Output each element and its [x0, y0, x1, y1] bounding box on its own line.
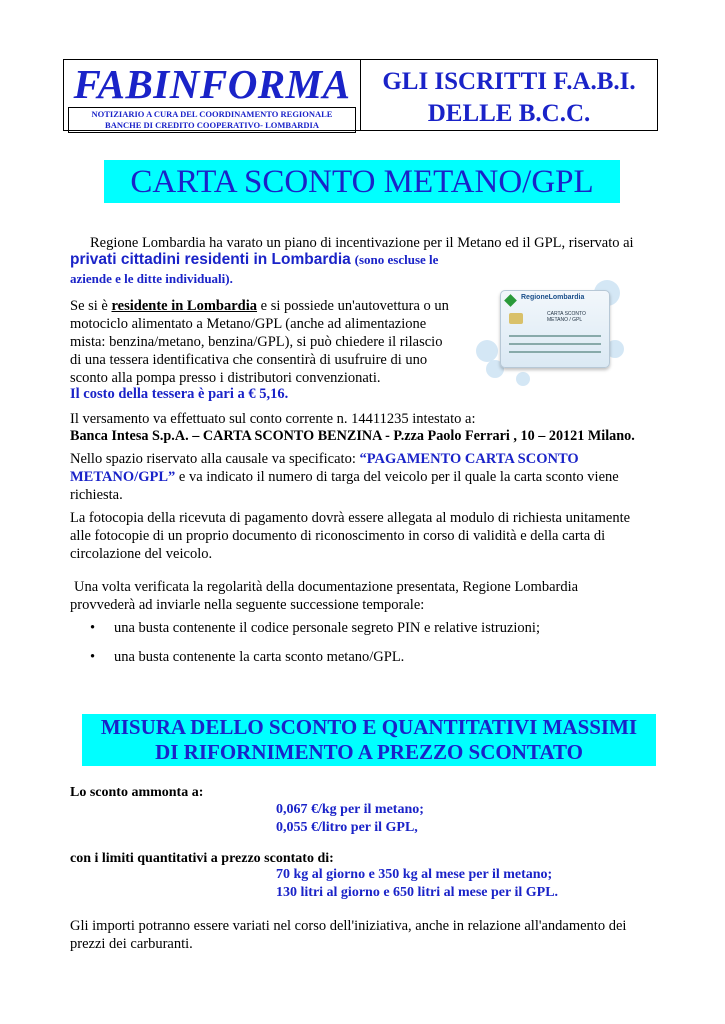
photocopy-l3: circolazione del veicolo.	[70, 546, 213, 562]
region-logo-icon	[504, 294, 517, 307]
residence-bold: residente in Lombardia	[111, 298, 258, 314]
brand-title: FABINFORMA	[73, 61, 351, 107]
masthead	[63, 59, 658, 131]
intro-note: (sono escluse le	[354, 252, 439, 267]
list-item: • una busta contenente la carta sconto metano/GPL.	[90, 648, 650, 666]
brand-subtitle-2: BANCHE DI CREDITO COOPERATIVO- LOMBARDIA	[105, 120, 319, 130]
closing-l1: Gli importi potranno essere variati nel corso dell'iniziativa, anche in relazione all'andamento dei	[70, 918, 627, 934]
residence-paragraph	[70, 297, 458, 387]
intro-line-1: Regione Lombardia ha varato un piano di incentivazione per il Metano ed il GPL, riservato ai	[90, 235, 634, 251]
residence-l5: sconto alla pompa presso i distributori convenzionati.	[70, 370, 381, 386]
page-title: CARTA SCONTO METANO/GPL	[104, 160, 620, 203]
audience-line-2: DELLE B.C.C.	[427, 100, 591, 127]
section-heading-2: DI RIFORNIMENTO A PREZZO SCONTATO	[155, 740, 583, 764]
photocopy-l1: La fotocopia della ricevuta di pagamento dovrà essere allegata al modulo di richiesta unitamente	[70, 510, 631, 526]
residence-l1: e si possiede un'autovettura o un	[257, 298, 449, 314]
card-caption	[547, 311, 586, 323]
brand-subtitle-box	[68, 107, 356, 133]
verification-paragraph	[70, 578, 646, 614]
causale-l3: richiesta.	[70, 487, 123, 503]
card-caption-2: METANO / GPL	[547, 317, 583, 323]
masthead-audience	[361, 60, 657, 130]
delivery-list	[90, 619, 650, 637]
residence-l4: di una tessera identificativa che consentirà di usufruire di uno	[70, 352, 428, 368]
payment-line-1: Il versamento va effettuato sul conto corrente n. 14411235 intestato a:	[70, 411, 476, 427]
causale-highlight-2: METANO/GPL”	[70, 469, 176, 485]
card-graphic	[500, 290, 610, 368]
intro-note-2: aziende e le ditte individuali).	[70, 271, 233, 286]
verification-l2: provvederà ad inviarle nella seguente successione temporale:	[70, 597, 425, 613]
discount-label: Lo sconto ammonta a:	[70, 785, 204, 800]
limits-value-2: 130 litri al giorno e 650 litri al mese per il GPL.	[276, 885, 559, 900]
causale-l2: e va indicato il numero di targa del veicolo per il quale la carta sconto viene	[175, 469, 619, 485]
audience-line-1: GLI ISCRITTI F.A.B.I.	[382, 68, 636, 95]
limits-value-1: 70 kg al giorno e 350 kg al mese per il metano;	[276, 867, 553, 882]
section-heading-1: MISURA DELLO SCONTO E QUANTITATIVI MASSIMI	[100, 715, 638, 739]
discount-value-2: 0,055 €/litro per il GPL,	[276, 820, 418, 835]
limits-label: con i limiti quantitativi a prezzo scontato di:	[70, 851, 334, 866]
residence-l2: motociclo alimentato a Metano/GPL (anche ad alimentazione	[70, 316, 427, 332]
residence-pre: Se si è	[70, 298, 112, 314]
causale-pre: Nello spazio riservato alla causale va specificato:	[70, 451, 360, 467]
brand-subtitle-1: NOTIZIARIO A CURA DEL COORDINAMENTO REGIONALE	[91, 109, 333, 119]
card-caption-1: CARTA SCONTO	[547, 311, 586, 317]
payment-line-2: Banca Intesa S.p.A. – CARTA SCONTO BENZINA - P.zza Paolo Ferrari , 10 – 20121 Milano.	[70, 428, 635, 444]
card-cost: Il costo della tessera è pari a € 5,16.	[70, 386, 289, 402]
verification-l1: Una volta verificata la regolarità della documentazione presentata, Regione Lombardia	[74, 579, 579, 595]
card-chip-icon	[509, 313, 523, 324]
masthead-brand-block	[64, 60, 361, 130]
residence-l3: mista: benzina/metano, benzina/GPL), si può chiedere il rilascio	[70, 334, 443, 350]
list-item: • una busta contenente il codice personale segreto PIN e relative istruzioni;	[90, 619, 650, 637]
causale-paragraph	[70, 450, 656, 504]
delivery-list-2	[90, 648, 650, 666]
discount-value-1: 0,067 €/kg per il metano;	[276, 802, 424, 817]
section-heading	[82, 714, 656, 766]
discount-card-image	[476, 280, 626, 390]
closing-l2: prezzi dei carburanti.	[70, 936, 193, 952]
photocopy-paragraph	[70, 509, 656, 563]
intro-line-2	[70, 250, 490, 270]
photocopy-l2: alle fotocopie di un proprio documento di riconoscimento in corso di validità e della carta di	[70, 528, 606, 544]
closing-paragraph	[70, 917, 656, 953]
causale-highlight-1: “PAGAMENTO CARTA SCONTO	[359, 451, 579, 467]
card-brand: RegioneLombardia	[521, 294, 585, 301]
intro-highlight: privati cittadini residenti in Lombardia	[70, 251, 351, 268]
